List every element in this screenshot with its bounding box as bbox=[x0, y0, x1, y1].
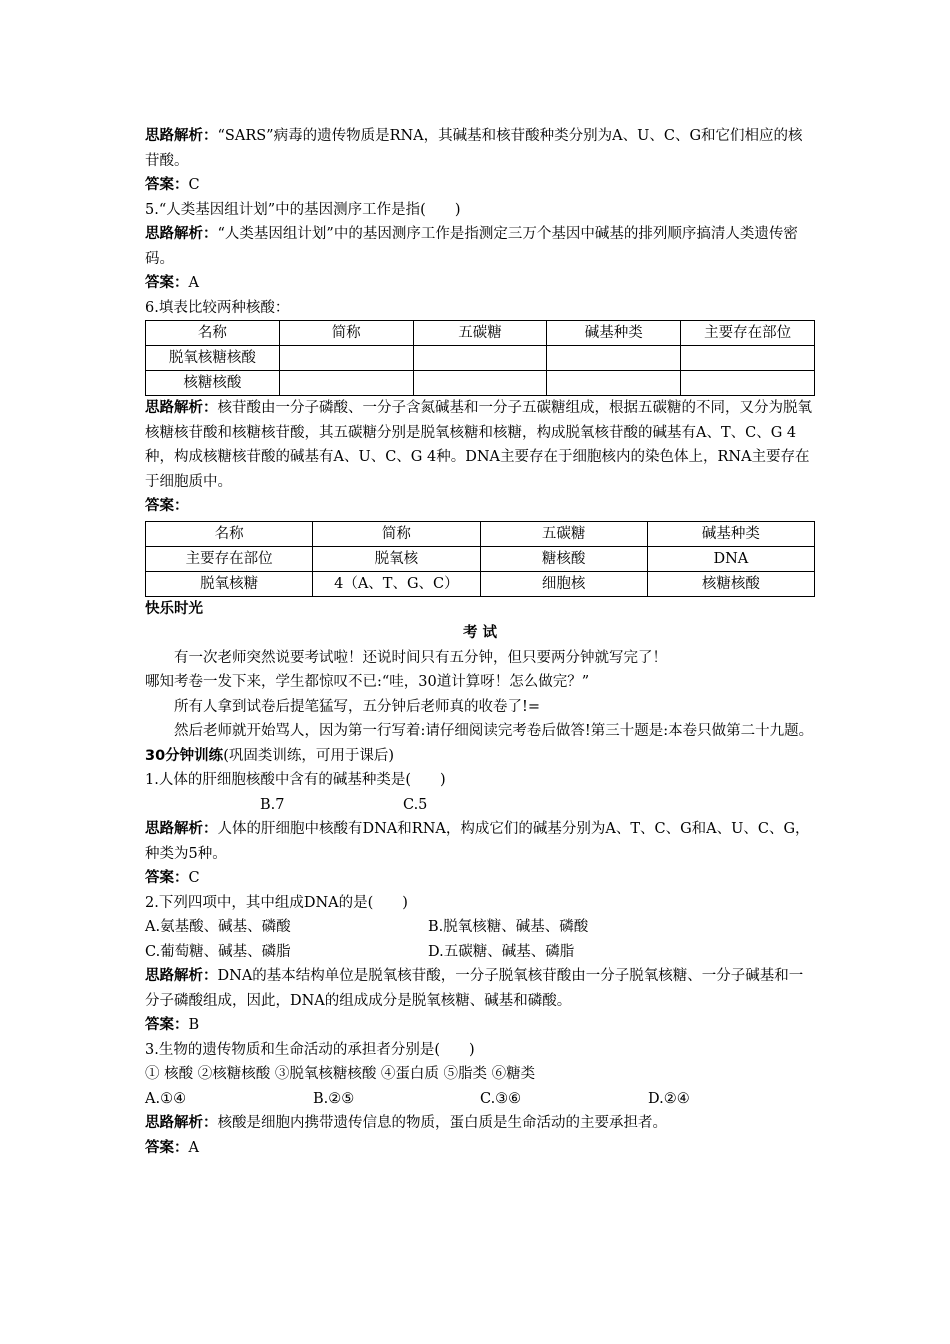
table-cell bbox=[279, 371, 413, 396]
option-d: D.五碳糖、碱基、磷脂 bbox=[428, 943, 575, 960]
table-cell bbox=[413, 346, 547, 371]
analysis-paragraph bbox=[145, 222, 815, 271]
table-header-cell: 碱基种类 bbox=[647, 521, 814, 546]
question-5: 5.“人类基因组计划”中的基因测序工作是指( ) bbox=[145, 201, 461, 218]
option-c: C.葡萄糖、碱基、磷脂 bbox=[145, 943, 291, 960]
table-header-cell: 名称 bbox=[146, 321, 280, 346]
analysis-paragraph bbox=[145, 396, 815, 494]
story-title: 考 试 bbox=[462, 625, 498, 641]
analysis-label: 思路解析： bbox=[145, 821, 218, 837]
analysis-paragraph bbox=[145, 1111, 815, 1136]
table-cell: 脱氧核糖 bbox=[146, 571, 313, 596]
table-cell: 脱氧核 bbox=[313, 546, 480, 571]
table-cell: 脱氧核糖核酸 bbox=[146, 346, 280, 371]
answer-value: A bbox=[188, 1139, 199, 1156]
answer-value: A bbox=[188, 275, 199, 291]
analysis-label: 思路解析： bbox=[145, 1115, 218, 1131]
training-heading-bold: 30分钟训练 bbox=[145, 747, 224, 764]
table-header-cell: 五碳糖 bbox=[413, 321, 547, 346]
option-b: B.7 bbox=[260, 796, 285, 813]
option-c: C.5 bbox=[403, 796, 428, 813]
table-row bbox=[146, 346, 815, 371]
analysis-label: 思路解析： bbox=[145, 400, 218, 416]
option-a: A.①④ bbox=[145, 1090, 187, 1107]
section-heading-training bbox=[145, 744, 815, 769]
option-b: B.脱氧核糖、碱基、磷酸 bbox=[428, 919, 589, 935]
analysis-text: “SARS”病毒的遗传物质是RNA，其碱基和核苷酸种类分别为A、U、C、G和它们相应的核苷酸。 bbox=[145, 128, 803, 169]
analysis-label: 思路解析： bbox=[145, 226, 218, 242]
analysis-label: 思路解析： bbox=[145, 968, 218, 984]
question-3-options-row bbox=[145, 1087, 815, 1112]
answer-label: 答案： bbox=[145, 498, 189, 514]
analysis-text: DNA的基本结构单位是脱氧核苷酸，一分子脱氧核苷酸由一分子脱氧核糖、一分子碱基和一分子磷酸组成，因此，DNA的组成成分是脱氧核糖、碱基和磷酸。 bbox=[145, 968, 804, 1009]
option-b: B.②⑤ bbox=[313, 1090, 355, 1107]
analysis-text: 核酸是细胞内携带遗传信息的物质，蛋白质是生命活动的主要承担者。 bbox=[217, 1115, 667, 1131]
table-cell bbox=[547, 371, 681, 396]
answer-line bbox=[145, 1013, 815, 1038]
table-cell: 核糖核酸 bbox=[647, 571, 814, 596]
training-heading-rest: (巩固类训练，可用于课后) bbox=[223, 747, 395, 764]
analysis-paragraph bbox=[145, 124, 815, 173]
question-2: 2.下列四项中，其中组成DNA的是( ) bbox=[145, 894, 408, 911]
answer-line bbox=[145, 271, 815, 296]
question-3: 3.生物的遗传物质和生命活动的承担者分别是( ) bbox=[145, 1041, 475, 1058]
analysis-paragraph bbox=[145, 817, 815, 866]
answer-value: B bbox=[188, 1017, 200, 1033]
table-row bbox=[146, 371, 815, 396]
story-paragraph: 有一次老师突然说要考试啦！还说时间只有五分钟，但只要两分钟就写完了！ bbox=[174, 649, 667, 666]
story-paragraph: 所有人拿到试卷后提笔猛写，五分钟后老师真的收卷了!= bbox=[174, 698, 540, 715]
question-2-options-row bbox=[145, 940, 815, 965]
answer-line bbox=[145, 494, 815, 519]
answer-label: 答案： bbox=[145, 870, 189, 886]
table-row bbox=[146, 571, 815, 596]
table-header-row bbox=[146, 521, 815, 546]
table-cell: 4（A、T、G、C） bbox=[313, 571, 480, 596]
question-2-options-row bbox=[145, 915, 815, 940]
analysis-paragraph bbox=[145, 964, 815, 1013]
answer-label: 答案： bbox=[145, 177, 189, 193]
answer-value: C bbox=[188, 177, 200, 193]
analysis-text: 人体的肝细胞中核酸有DNA和RNA，构成它们的碱基分别为A、T、C、G和A、U、C、G，种类为5种。 bbox=[145, 821, 810, 862]
answer-label: 答案： bbox=[145, 1139, 189, 1156]
nucleic-acid-compare-table bbox=[145, 320, 815, 396]
analysis-text: “人类基因组计划”中的基因测序工作是指测定三万个基因中碱基的排列顺序搞清人类遗传密码。 bbox=[145, 226, 798, 267]
table-cell bbox=[279, 346, 413, 371]
table-cell: 细胞核 bbox=[480, 571, 647, 596]
option-d: D.②④ bbox=[648, 1090, 690, 1107]
answer-value: C bbox=[188, 870, 200, 886]
table-cell bbox=[413, 371, 547, 396]
table-cell bbox=[681, 346, 815, 371]
table-row bbox=[146, 546, 815, 571]
analysis-text: 核苷酸由一分子磷酸、一分子含氮碱基和一分子五碳糖组成，根据五碳糖的不同，又分为脱氧核糖核苷酸和核糖核苷酸，其五碳糖分别是脱氧核糖和核糖，构成脱氧核苷酸的碱基有A、T、C、G 4种，构成核糖核苷酸的碱基有A、U、C、G 4种。DNA主要存在于细胞核内的染色体上，RNA主要存在于细胞质中。 bbox=[145, 400, 812, 490]
document-page bbox=[145, 124, 815, 1160]
table-header-cell: 主要存在部位 bbox=[681, 321, 815, 346]
table-cell: 核糖核酸 bbox=[146, 371, 280, 396]
question-1: 1.人体的肝细胞核酸中含有的碱基种类是( ) bbox=[145, 772, 446, 788]
table-cell: 糖核酸 bbox=[480, 546, 647, 571]
answer-label: 答案： bbox=[145, 275, 189, 291]
answer-label: 答案： bbox=[145, 1017, 189, 1033]
table-header-cell: 碱基种类 bbox=[547, 321, 681, 346]
table-cell: DNA bbox=[647, 546, 814, 571]
table-header-cell: 简称 bbox=[313, 521, 480, 546]
table-header-cell: 名称 bbox=[146, 521, 313, 546]
table-header-cell: 五碳糖 bbox=[480, 521, 647, 546]
section-heading-happy: 快乐时光 bbox=[145, 600, 203, 617]
story-paragraph: 哪知考卷一发下来，学生都惊叹不已:“哇，30道计算呀！怎么做完？” bbox=[145, 674, 590, 690]
answer-line bbox=[145, 1136, 815, 1161]
answer-line bbox=[145, 866, 815, 891]
option-c: C.③⑥ bbox=[480, 1090, 522, 1107]
answer-line bbox=[145, 173, 815, 198]
table-cell bbox=[681, 371, 815, 396]
table-cell: 主要存在部位 bbox=[146, 546, 313, 571]
story-paragraph: 然后老师就开始骂人，因为第一行写着:请仔细阅读完考卷后做答!第三十题是:本卷只做第二十九题。 bbox=[174, 723, 814, 739]
table-header-cell: 简称 bbox=[279, 321, 413, 346]
question-3-items: ① 核酸 ②核糖核酸 ③脱氧核糖核酸 ④蛋白质 ⑤脂类 ⑥糖类 bbox=[145, 1066, 536, 1082]
analysis-label: 思路解析： bbox=[145, 128, 218, 144]
question-1-options bbox=[145, 793, 815, 818]
question-6: 6.填表比较两种核酸： bbox=[145, 299, 290, 316]
table-header-row bbox=[146, 321, 815, 346]
answer-table bbox=[145, 521, 815, 597]
option-a: A.氨基酸、碱基、磷酸 bbox=[145, 919, 291, 935]
table-cell bbox=[547, 346, 681, 371]
